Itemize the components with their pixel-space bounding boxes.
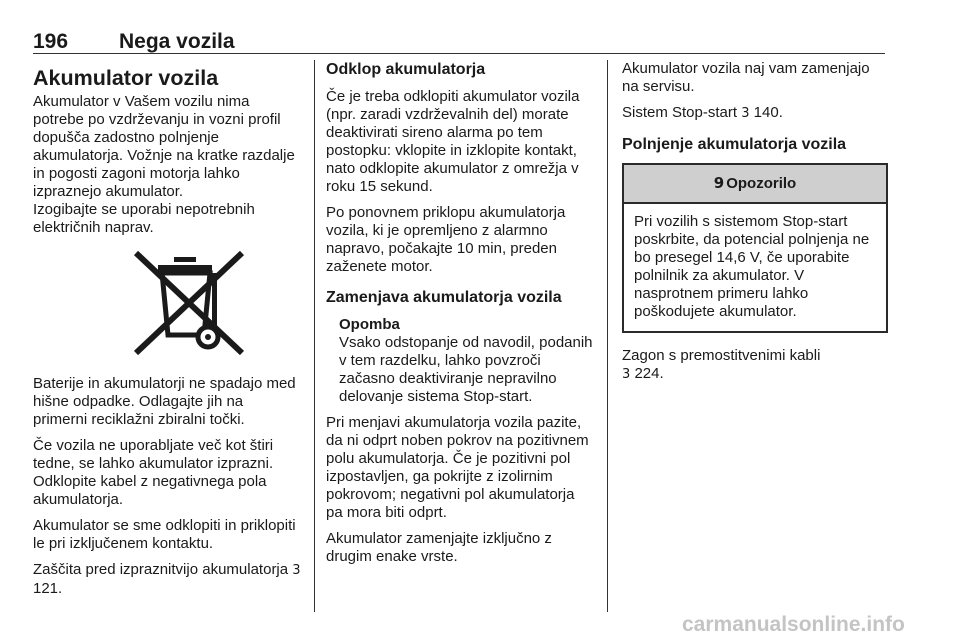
stopstart-page-link[interactable]: 140.: [753, 104, 783, 121]
protection-page-link[interactable]: 121.: [33, 580, 63, 597]
column-divider: [314, 60, 315, 612]
note-block: [326, 316, 594, 406]
warning-box: [622, 163, 888, 333]
jumpstart-page-link[interactable]: 224.: [634, 365, 664, 382]
warning-header: [624, 165, 886, 204]
warning-title: Opozorilo: [726, 175, 797, 192]
stopstart-text: Sistem Stop-start: [622, 104, 738, 121]
jumpstart-text: Zagon s premostitvenimi kabli: [622, 347, 821, 364]
paragraph-avoid: Izogibajte se uporabi nepotrebnih električnih naprav.: [33, 201, 255, 236]
page-reference-icon: 3: [741, 106, 750, 121]
paragraph-replace-type: Akumulator zamenjajte izključno z drugim enake vrste.: [326, 530, 552, 565]
paragraph-ignition: Akumulator se sme odklopiti in priklopiti le pri izključenem kontaktu.: [33, 517, 296, 552]
paragraph-replace: Pri menjavi akumulatorja vozila pazite, da ni odprt noben pokrov na pozitivnem polu akumulatorja. Če je pozitivni pol izpostavljen, ga pokrijte z izolirnim pokrovom; negativni pol akumulatorja pa mora biti odprt.: [326, 414, 589, 521]
paragraph-disposal: Baterije in akumulatorji ne spadajo med hišne odpadke. Odlagajte jih na primerni reciklažni zbiralni točki.: [33, 375, 296, 428]
heading-vehicle-battery: Akumulator vozila: [33, 66, 219, 90]
paragraph-protection: [33, 561, 301, 598]
page-reference-icon: 3: [622, 367, 631, 382]
column-1: [33, 60, 301, 606]
section-title: Nega vozila: [119, 30, 235, 53]
heading-replace-battery: Zamenjava akumulatorja vozila: [326, 289, 562, 306]
heading-charge-battery: Polnjenje akumulatorja vozila: [622, 136, 847, 153]
paragraph-disconnect: Če je treba odklopiti akumulator vozila (npr. zaradi vzdrževalnih del) morate deaktivirati sireno alarma po tem postopku: vklopite in izklopite kontakt, nato odklopite akumulator z omrežja v roku 15 sekund.: [326, 88, 580, 195]
warning-triangle-icon: 9: [713, 174, 725, 192]
protection-text: Zaščita pred izpraznitvijo akumulatorja: [33, 561, 289, 578]
header-divider: [33, 53, 885, 54]
page-reference-icon: 3: [292, 563, 301, 578]
paragraph-unused: Če vozila ne uporabljate več kot štiri tedne, se lahko akumulator izprazni. Odklopite kabel z negativnega pola akumulatorja.: [33, 437, 274, 508]
note-title: Opomba: [339, 316, 400, 333]
paragraph-intro: Akumulator v Vašem vozilu nima potrebe po vzdrževanju in vozni profil dopušča zadostno polnjenje akumulatorja. Vožnje na kratke razdalje in pogosti zagoni motorja lahko izpraznejo akumulator.: [33, 93, 295, 200]
heading-disconnect-battery: Odklop akumulatorja: [326, 61, 486, 78]
note-text: Vsako odstopanje od navodil, podanih v tem razdelku, lahko povzroči začasno deaktiviranje nepravilno delovanje sistema Stop-start.: [339, 334, 593, 405]
paragraph-reconnect: Po ponovnem priklopu akumulatorja vozila, ki je opremljeno z alarmno napravo, počakajte 10 min, preden zaženete motor.: [326, 204, 566, 275]
paragraph-stopstart: [622, 104, 888, 123]
page-number: 196: [33, 30, 69, 53]
paragraph-service: Akumulator vozila naj vam zamenjajo na servisu.: [622, 60, 870, 95]
crossed-wheelie-bin-icon: [114, 251, 264, 361]
warning-text: Pri vozilih s sistemom Stop-start poskrbite, da potencial polnjenja ne bo presegel 14,6 V, če uporabite polnilnik za akumulator. V nasprotnem primeru lahko poškodujete akumulator.: [634, 213, 870, 320]
watermark: carmanualsonline.info: [682, 613, 905, 636]
column-3: [622, 60, 888, 392]
column-divider: [607, 60, 608, 612]
column-2: [326, 60, 594, 574]
paragraph-jumpstart: [622, 347, 888, 384]
